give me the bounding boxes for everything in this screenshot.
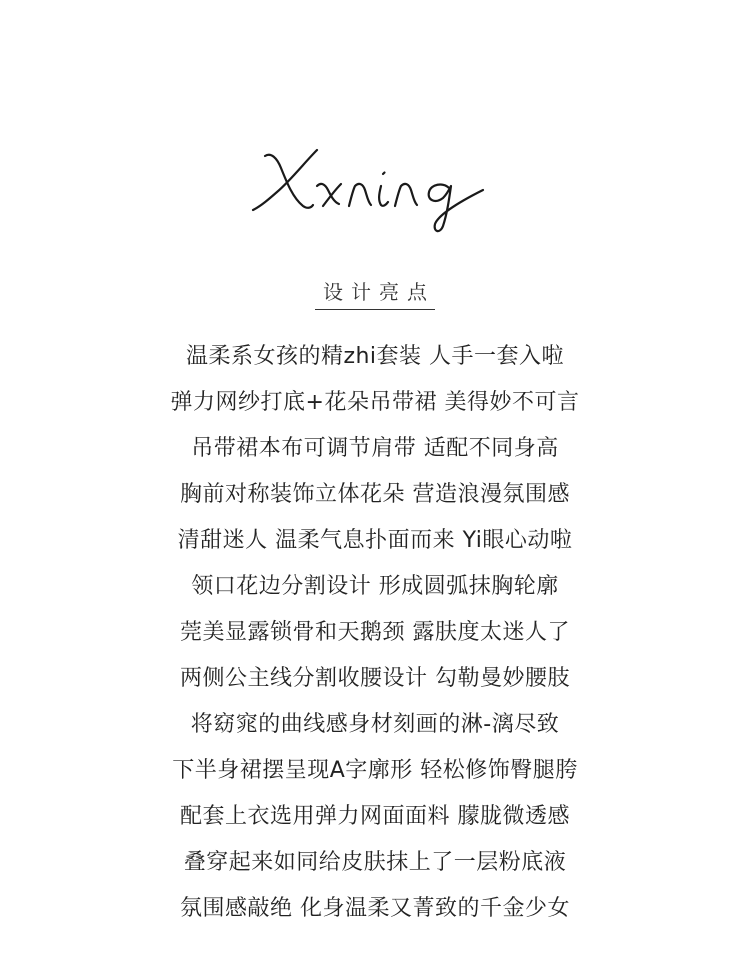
description-line: 氛围感敲绝 化身温柔又菁致的千金少女 (180, 896, 570, 921)
brand-logo (0, 128, 750, 238)
description-line: 弹力网纱打底+花朵吊带裙 美得妙不可言 (170, 390, 580, 415)
description-line: 叠穿起来如同给皮肤抹上了一层粉底液 (183, 850, 567, 875)
description-line: 两侧公主线分割收腰设计 勾勒曼妙腰肢 (180, 666, 570, 691)
description-line: 领口花边分割设计 形成圆弧抹胸轮廓 (191, 574, 559, 599)
description-line: 莞美显露锁骨和天鹅颈 露肤度太迷人了 (180, 620, 570, 645)
description-line: 配套上衣选用弹力网面面料 朦胧微透感 (180, 804, 570, 829)
brand-logo-script (225, 128, 525, 238)
description-line: 吊带裙本布可调节肩带 适配不同身高 (191, 436, 559, 461)
design-highlights-list (0, 334, 750, 932)
description-line: 清甜迷人 温柔气息扑面而来 Yi眼心动啦 (177, 528, 573, 553)
section-title (0, 276, 750, 310)
description-line: 将窈窕的曲线感身材刻画的淋-漓尽致 (190, 712, 560, 737)
description-line: 下半身裙摆呈现A字廓形 轻松修饰臀腿胯 (172, 758, 578, 783)
description-line: 温柔系女孩的精zhi套装 人手一套入啦 (185, 344, 565, 369)
section-title-text: 设计亮点 (315, 276, 435, 310)
description-line: 胸前对称装饰立体花朵 营造浪漫氛围感 (180, 482, 570, 507)
